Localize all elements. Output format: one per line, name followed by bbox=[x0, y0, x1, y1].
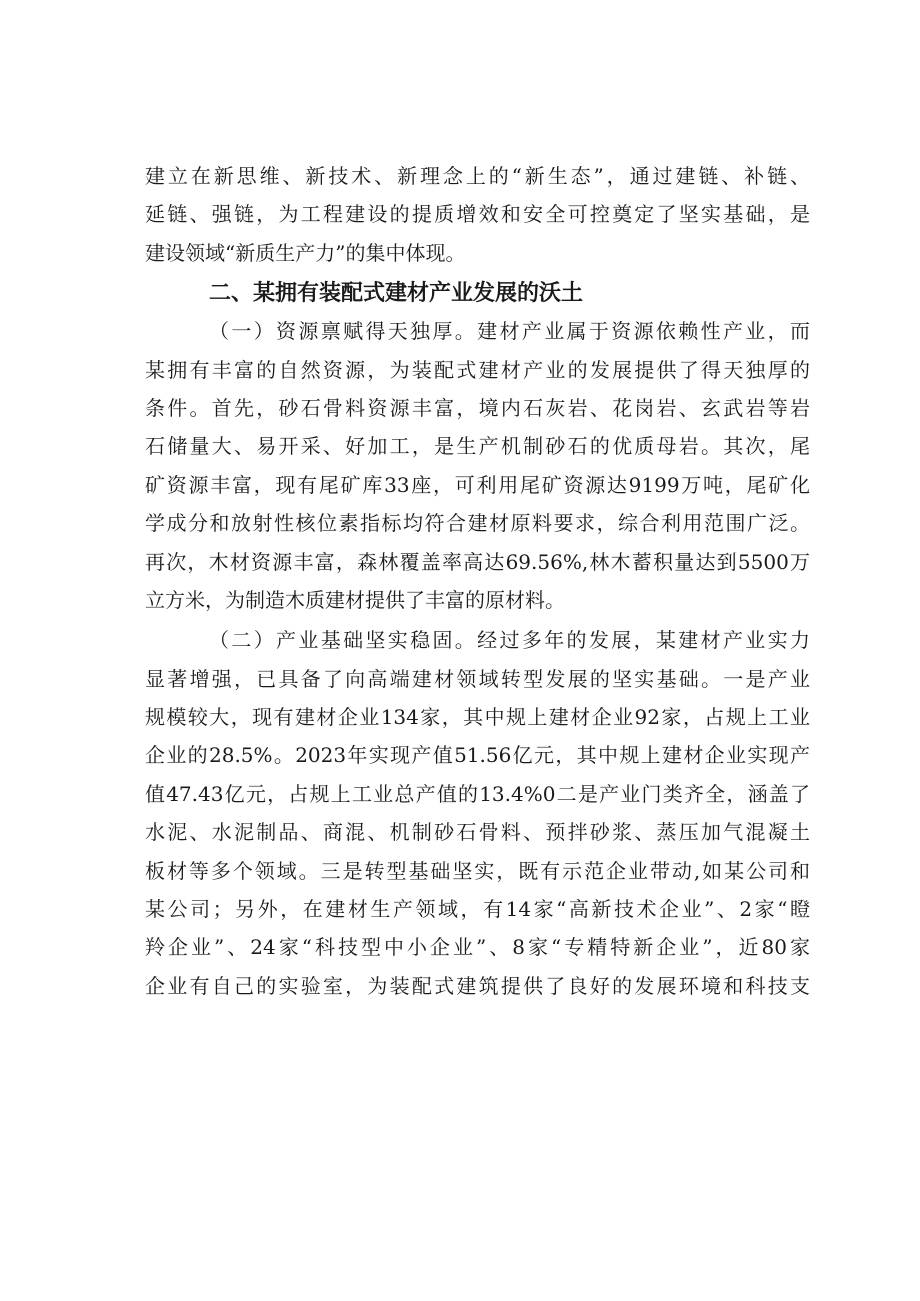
text-line: 学成分和放射性核位素指标均符合建材原料要求，综合利用范围广泛。 bbox=[145, 511, 810, 536]
text-line: 规模较大，现有建材企业134家，其中规上建材企业92家，占规上工业 bbox=[145, 705, 810, 730]
text-line: 显著增强，已具备了向高端建材领域转型发展的坚实基础。一是产业 bbox=[145, 666, 810, 691]
text-line: 板材等多个领域。三是转型基础坚实，既有示范企业带动,如某公司和 bbox=[145, 858, 810, 883]
text-line: 再次，木材资源丰富，森林覆盖率高达69.56%,林木蓄积量达到5500万 bbox=[145, 549, 810, 574]
text-line: 延链、强链，为工程建设的提质增效和安全可控奠定了坚实基础，是 bbox=[145, 202, 810, 227]
text-line: （二）产业基础坚实稳固。经过多年的发展，某建材产业实力 bbox=[209, 628, 810, 653]
text-line: 石储量大、易开采、好加工，是生产机制砂石的优质母岩。其次，尾 bbox=[145, 434, 810, 459]
text-line: 建立在新思维、新技术、新理念上的“新生态”，通过建链、补链、 bbox=[145, 164, 810, 188]
text-line: 羚企业”、24家“科技型中小企业”、8家“专精特新企业”，近80家 bbox=[145, 935, 810, 960]
text-line: 某公司；另外，在建材生产领域，有14家“高新技术企业”、2家“瞪 bbox=[145, 897, 810, 922]
text-line: 企业的28.5%。2023年实现产值51.56亿元，其中规上建材企业实现产 bbox=[145, 743, 810, 768]
section-heading: 二、某拥有装配式建材产业发展的沃土 bbox=[209, 281, 584, 307]
text-line: 建设领域“新质生产力”的集中体现。 bbox=[145, 240, 466, 265]
text-line: 水泥、水泥制品、商混、机制砂石骨料、预拌砂浆、蒸压加气混凝土 bbox=[145, 820, 810, 845]
text-line: 企业有自己的实验室，为装配式建筑提供了良好的发展环境和科技支 bbox=[145, 973, 810, 998]
text-line: 某拥有丰富的自然资源，为装配式建材产业的发展提供了得天独厚的 bbox=[145, 357, 810, 382]
paragraph-industry-base bbox=[145, 621, 810, 1005]
text-line: 值47.43亿元，占规上工业总产值的13.4%0二是产业门类齐全，涵盖了 bbox=[145, 781, 810, 806]
text-line: （一）资源禀赋得天独厚。建材产业属于资源依赖性产业，而 bbox=[209, 319, 810, 344]
paragraph-intro-continuation bbox=[145, 157, 810, 272]
text-line: 条件。首先，砂石骨料资源丰富，境内石灰岩、花岗岩、玄武岩等岩 bbox=[145, 395, 810, 420]
text-line: 矿资源丰富，现有尾矿库33座，可利用尾矿资源达9199万吨，尾矿化 bbox=[145, 472, 810, 497]
document-body bbox=[145, 157, 810, 1005]
text-line: 立方米，为制造木质建材提供了丰富的原材料。 bbox=[145, 587, 565, 612]
paragraph-resources bbox=[145, 312, 810, 619]
